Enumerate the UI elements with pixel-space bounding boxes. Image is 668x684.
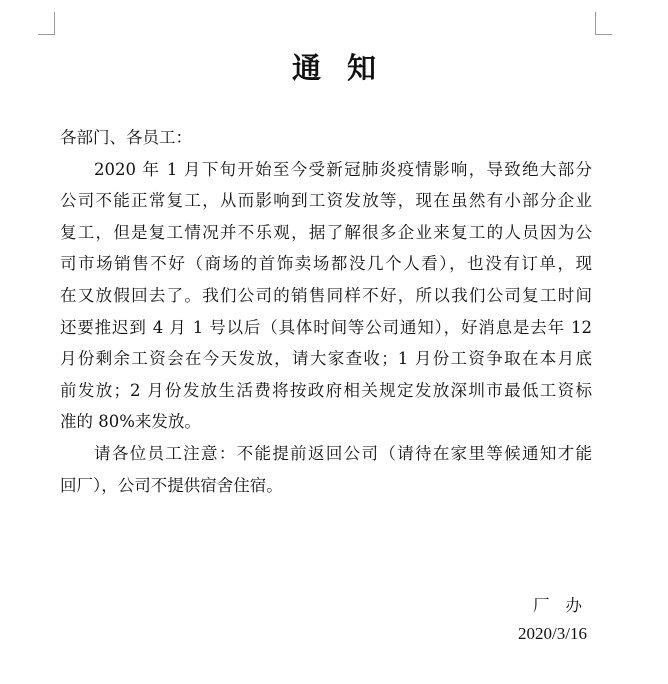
- paragraph-line: 复工，但是复工情况并不乐观，据了解很多企业来复工的人员因为公: [60, 222, 592, 242]
- paragraph-line: 前发放；2 月份发放生活费将按政府相关规定发放深圳市最低工资标: [60, 380, 592, 400]
- paragraph-line: 回厂），公司不提供宿舍住宿。: [60, 475, 283, 495]
- signature-date: 2020/3/16: [518, 624, 587, 643]
- paragraph-line: 月份剩余工资会在今天发放，请大家查收；1 月份工资争取在本月底: [60, 349, 592, 369]
- document-body: [60, 122, 592, 501]
- signature-department: 厂办: [533, 596, 598, 615]
- paragraph-line: 在又放假回去了。我们公司的销售同样不好，所以我们公司复工时间: [60, 285, 592, 305]
- salutation: 各部门、各员工：: [60, 128, 192, 147]
- page-corner-mark-top-left: [38, 12, 55, 35]
- document-title: 通知: [291, 51, 402, 85]
- paragraph-line: 2020 年 1 月下旬开始至今受新冠肺炎疫情影响，导致绝大部分: [94, 159, 592, 179]
- paragraph-line: 请各位员工注意：不能提前返回公司（请待在家里等候通知才能: [94, 443, 592, 463]
- paragraph-1: [60, 154, 592, 438]
- page-corner-mark-top-right: [595, 12, 612, 35]
- paragraph-line: 还要推迟到 4 月 1 号以后（具体时间等公司通知），好消息是去年 12: [60, 317, 592, 337]
- paragraph-line: 司市场销售不好（商场的首饰卖场都没几个人看），也没有订单，现: [60, 254, 592, 274]
- paragraph-line: 公司不能正常复工，从而影响到工资发放等，现在虽然有小部分企业: [60, 191, 592, 211]
- paragraph-2: [60, 438, 592, 501]
- paragraph-line: 准的 80%来发放。: [60, 412, 201, 432]
